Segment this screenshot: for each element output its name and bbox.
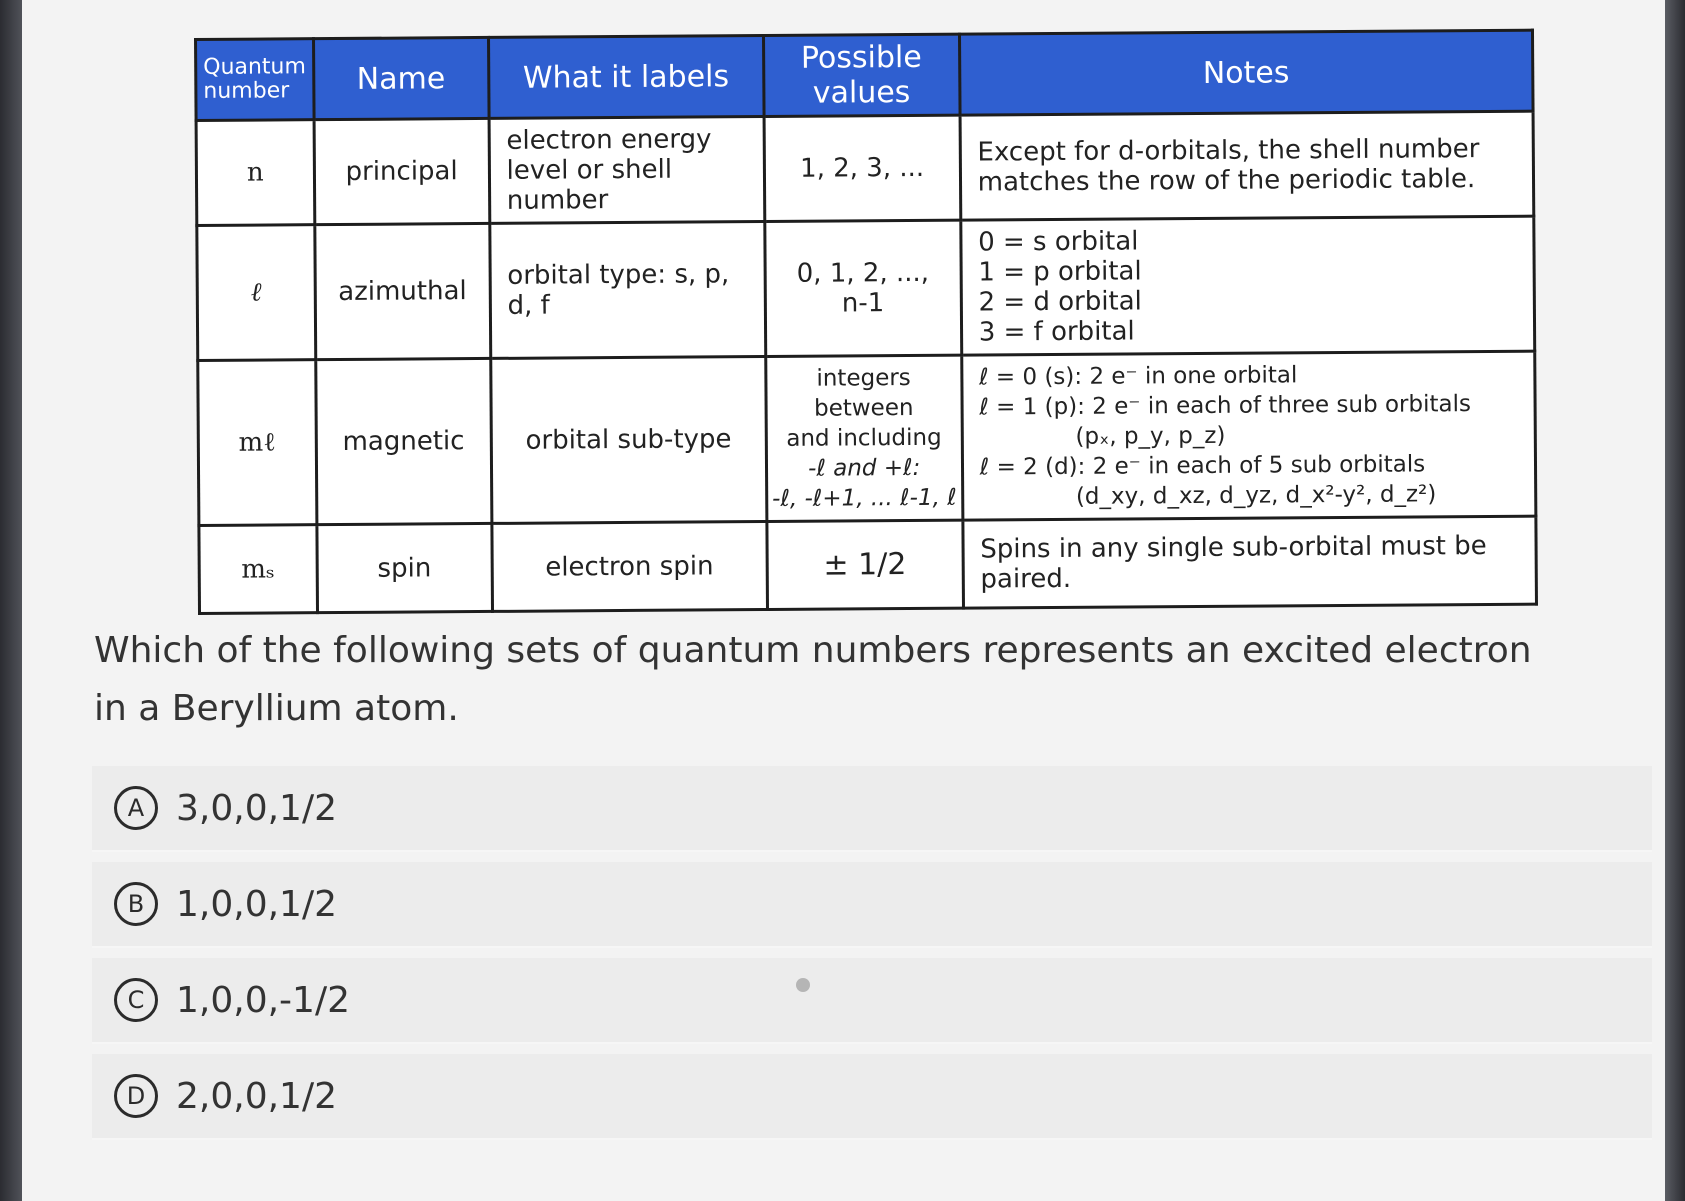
answer-option-b[interactable]: [92, 862, 1652, 948]
cell-values: 1, 2, 3, ...: [764, 115, 961, 221]
option-letter-b[interactable]: B: [114, 882, 158, 926]
answer-option-a[interactable]: [92, 766, 1652, 852]
notes-line: ℓ = 0 (s): 2 e⁻ in one orbital: [978, 362, 1298, 391]
option-letter-c[interactable]: C: [114, 978, 158, 1022]
cell-labels: electron energy level or shell number: [489, 117, 765, 224]
screen-smudge: [796, 978, 810, 992]
notes-line: 0 = s orbital: [978, 226, 1139, 258]
device-bezel-right: [1665, 0, 1685, 1201]
table-header-row: [196, 30, 1534, 120]
option-letter-d[interactable]: D: [114, 1074, 158, 1118]
notes-line: ℓ = 2 (d): 2 e⁻ in each of 5 sub orbitals: [979, 451, 1426, 481]
notes-line: (pₓ, p_y, p_z): [1075, 422, 1226, 450]
cell-symbol: n: [196, 120, 314, 226]
table-row: [196, 111, 1534, 225]
question-text: Which of the following sets of quantum numbers represents an excited electron in a Beryllium atom.: [94, 630, 1532, 729]
values-line: -ℓ, -ℓ+1, ... ℓ-1, ℓ: [772, 484, 957, 512]
cell-symbol: ℓ: [197, 225, 316, 361]
cell-notes: [960, 111, 1534, 220]
values-line: and including: [786, 424, 942, 452]
header-what-it-labels: What it labels: [488, 36, 764, 119]
answer-option-d[interactable]: [92, 1054, 1652, 1140]
notes-line: 1 = p orbital: [978, 256, 1142, 288]
cell-name: principal: [314, 118, 490, 224]
cell-labels: orbital sub-type: [490, 357, 766, 524]
option-text-c[interactable]: 1,0,0,-1/2: [176, 979, 350, 1021]
table-row: [198, 351, 1536, 525]
cell-labels: electron spin: [492, 522, 768, 612]
option-letter-a[interactable]: A: [114, 786, 158, 830]
values-line: -ℓ and +ℓ:: [808, 454, 921, 482]
quantum-numbers-table-image: [194, 29, 1538, 614]
cell-notes: [960, 216, 1534, 355]
notes-line: 2 = d orbital: [978, 286, 1142, 318]
cell-symbol: mₛ: [199, 525, 317, 614]
option-text-b[interactable]: 1,0,0,1/2: [176, 883, 337, 925]
values-line: integers between: [813, 365, 914, 422]
answer-option-c[interactable]: [92, 958, 1652, 1044]
header-notes: Notes: [959, 30, 1533, 115]
cell-name: magnetic: [315, 358, 491, 524]
option-text-a[interactable]: 3,0,0,1/2: [176, 787, 337, 829]
option-text-d[interactable]: 2,0,0,1/2: [176, 1075, 337, 1117]
table-row: [197, 216, 1535, 360]
header-possible-values: Possible values: [763, 34, 960, 116]
notes-line: 3 = f orbital: [978, 316, 1135, 348]
header-name: Name: [313, 37, 489, 119]
notes-line: Except for d-orbitals, the shell number matches the row of the periodic table.: [977, 134, 1480, 198]
quiz-screen: [22, 0, 1665, 1201]
quantum-numbers-table: [194, 29, 1538, 615]
cell-values: [765, 355, 962, 521]
cell-name: spin: [317, 523, 493, 612]
cell-values: ± 1/2: [767, 520, 964, 609]
notes-line: Spins in any single sub-orbital must be paired.: [980, 530, 1487, 595]
header-quantum-number: Quantum number: [196, 39, 314, 121]
table-row: [199, 516, 1537, 613]
notes-line: (d_xy, d_xz, d_yz, d_x²-y², d_z²): [1075, 481, 1437, 510]
cell-name: azimuthal: [314, 223, 490, 359]
cell-notes: [961, 351, 1535, 520]
device-bezel-left: [0, 0, 22, 1201]
notes-line: ℓ = 1 (p): 2 e⁻ in each of three sub orbitals: [979, 391, 1472, 421]
cell-values: 0, 1, 2, ..., n-1: [764, 220, 961, 356]
cell-labels: orbital type: s, p, d, f: [489, 222, 765, 359]
cell-notes: [963, 516, 1537, 608]
cell-symbol: mℓ: [198, 360, 317, 526]
